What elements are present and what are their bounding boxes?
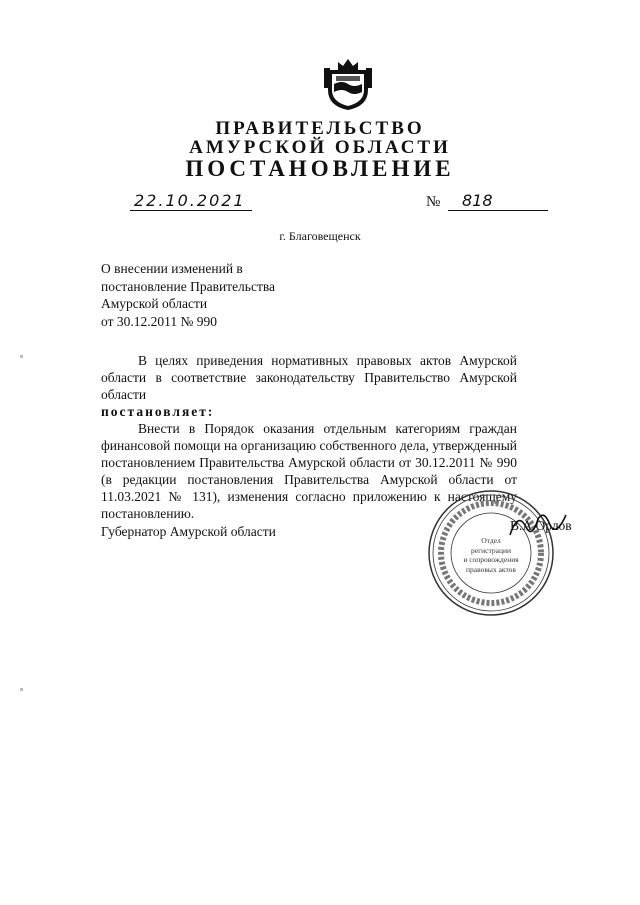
signatory-name: В.А.Орлов	[510, 518, 572, 533]
operative-paragraph: Внести в Порядок оказания отдельным категориям граждан финансовой помощи на организацию собственного дела, утвержденный постановлением Правительства Амурской области от 30.12.2011 № 990 (в редакции постановления Правительства Амурской области от 11.03.2021 № 131), изменения согласно приложению к настоящему постановлению.	[101, 421, 517, 521]
subject-line: постановление Правительства	[101, 278, 276, 294]
decree-number: 818	[448, 191, 548, 211]
stamp-line: Отдел	[481, 536, 501, 545]
decree-date: 22.10.2021	[130, 191, 252, 211]
org-name-line1: ПРАВИТЕЛЬСТВО	[215, 118, 425, 139]
subject-line: О внесении изменений в	[101, 261, 243, 276]
coat-of-arms-icon	[322, 56, 374, 112]
org-name-line2: АМУРСКОЙ ОБЛАСТИ	[189, 137, 451, 158]
scan-mark	[20, 355, 23, 358]
subject-line: от 30.12.2011 № 990	[101, 313, 217, 329]
preamble-paragraph: В целях приведения нормативных правовых актов Амурской области в соответствие законодательству Правительство Амурской области	[101, 353, 517, 402]
scan-mark	[20, 688, 23, 691]
decree-subject	[101, 260, 321, 330]
signatory-title: Губернатор Амурской области	[101, 524, 276, 539]
stamp-line: правовых актов	[466, 564, 516, 574]
doc-type-title: ПОСТАНОВЛЕНИЕ	[185, 156, 455, 181]
subject-line: Амурской области	[101, 296, 208, 311]
stamp-line: регистрации	[471, 545, 511, 555]
city-line: г. Благовещенск	[279, 229, 361, 243]
resolves-keyword: постановляет:	[101, 404, 215, 419]
number-sign: №	[426, 194, 441, 210]
stamp-line: и сопровождения	[463, 555, 519, 564]
